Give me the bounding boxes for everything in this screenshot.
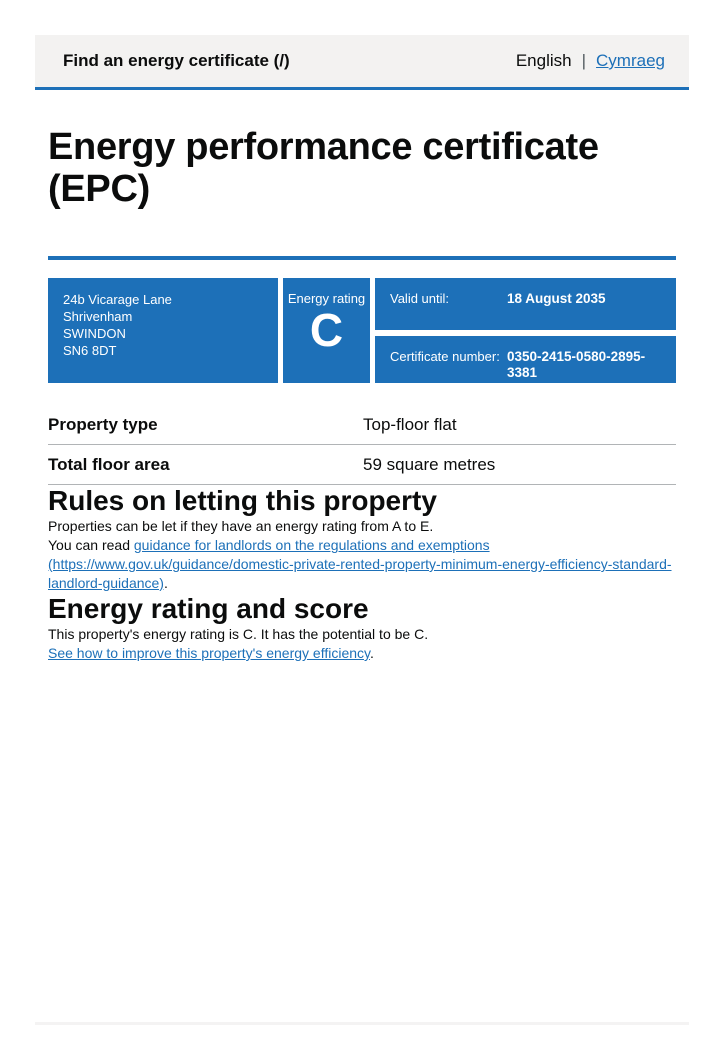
rules-paragraph-2 (48, 536, 676, 593)
rules-paragraph-2-prefix: You can read (48, 537, 134, 553)
language-link-cymraeg[interactable]: Cymraeg (596, 51, 665, 70)
improve-efficiency-link[interactable]: See how to improve this property's energy efficiency (48, 645, 370, 661)
rules-paragraph-1: Properties can be let if they have an energy rating from A to E. (48, 518, 434, 534)
energy-rating-cell (283, 278, 370, 383)
rating-paragraph-1: This property's energy rating is C. It has the potential to be C. (48, 626, 429, 642)
table-row (48, 405, 676, 445)
rules-paragraph-2-suffix: . (163, 575, 168, 591)
improve-efficiency-suffix: . (369, 645, 374, 661)
floor-area-value: 59 square metres (363, 455, 496, 474)
address-postcode: SN6 8DT (63, 343, 117, 358)
valid-until-label: Valid until: (390, 291, 450, 306)
energy-rating-label: Energy rating (287, 291, 366, 306)
property-summary-table (48, 405, 676, 485)
energy-rating-value: C (309, 304, 344, 356)
property-address (48, 278, 278, 383)
address-line-1: 24b Vicarage Lane (63, 292, 172, 307)
property-type-label: Property type (48, 415, 158, 434)
rules-section-heading: Rules on letting this property (48, 485, 437, 516)
valid-until-row (375, 278, 676, 330)
language-switcher (516, 51, 665, 71)
property-type-value: Top-floor flat (363, 415, 457, 434)
language-separator: | (581, 51, 587, 70)
certificate-number-label: Certificate number: (390, 349, 500, 364)
rating-section-heading: Energy rating and score (48, 593, 369, 624)
valid-until-value: 18 August 2035 (507, 291, 606, 306)
improve-efficiency-paragraph (48, 644, 676, 663)
address-line-2: Shrivenham (63, 309, 133, 324)
certificate-details (375, 278, 676, 383)
address-town: SWINDON (63, 326, 126, 341)
certificate-number-value: 0350-2415-0580-2895-3381 (507, 349, 646, 380)
blue-section-divider (48, 256, 676, 260)
service-name-link[interactable]: Find an energy certificate (/) (63, 51, 290, 70)
page-header (35, 35, 689, 90)
certificate-number-row (375, 336, 676, 383)
language-current: English (515, 51, 572, 70)
landlord-guidance-link[interactable]: guidance for landlords on the regulations and exemptions (https://www.gov.uk/guidance/domestic-private-rented-property-minimum-energy-efficiency-standard-landlord-guidance) (48, 537, 672, 591)
certificate-banner (48, 278, 676, 383)
main-content (48, 126, 676, 663)
table-row (48, 445, 676, 485)
page-title: Energy performance certificate (EPC) (48, 126, 599, 210)
floor-area-label: Total floor area (48, 455, 170, 474)
